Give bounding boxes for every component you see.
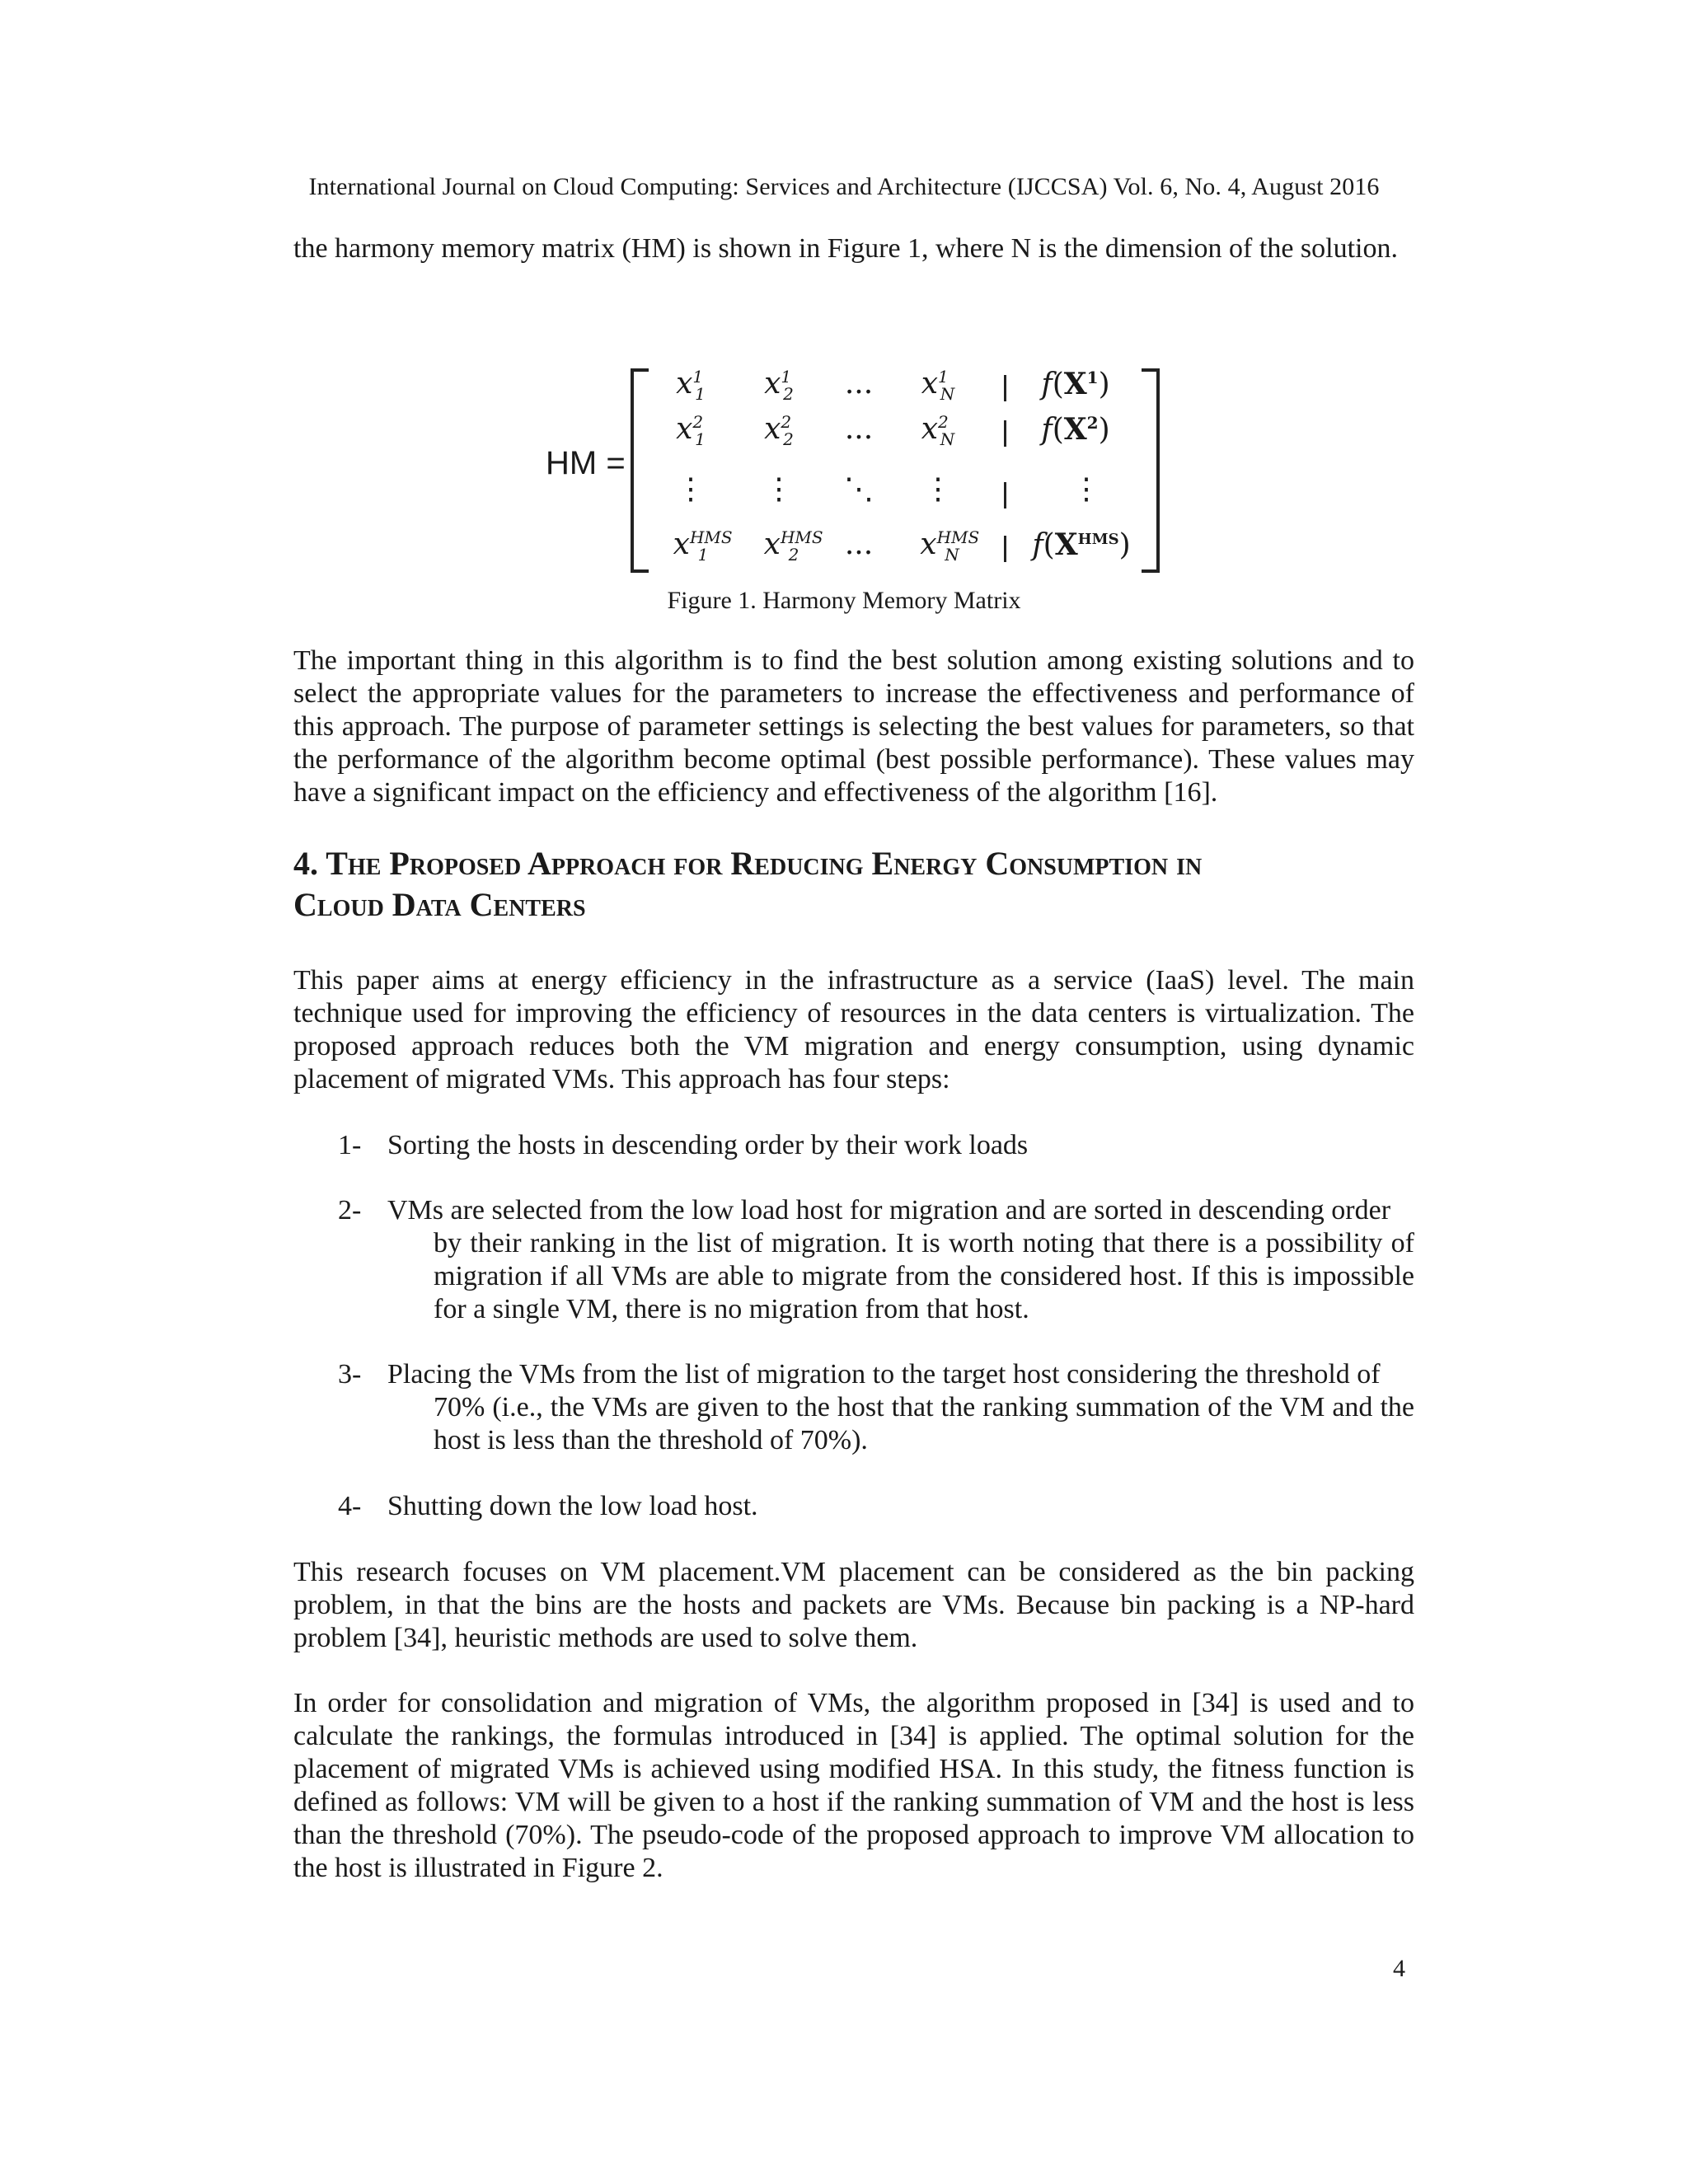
order-paragraph-block xyxy=(293,1687,1414,1885)
aims-paragraph: This paper aims at energy efficiency in the infrastructure as a service (IaaS) level. The main technique used for improving the efficiency of resources in the data centers is virtualization. The proposed approach reduces both the VM migration and energy consumption, using dynamic placement of migrated VMs. This approach has four steps: xyxy=(293,965,1414,1094)
matrix-cell-r1-c2: $x^1_2$ xyxy=(764,367,794,405)
figure-1-caption: Figure 1. Harmony Memory Matrix xyxy=(667,587,1021,614)
running-head: International Journal on Cloud Computing: Services and Architecture (IJCCSA) Vol. 6, No. 4, August 2016 xyxy=(308,173,1380,200)
intro-paragraph: the harmony memory matrix (HM) is shown in Figure 1, where N is the dimension of the solution. xyxy=(293,233,1398,264)
matrix-fitness-r4: $f(X^{HMS})$ xyxy=(1032,527,1131,562)
matrix-cell-r4-cN: $x^{HMS}_N$ xyxy=(920,527,980,565)
matrix-ddots: ⋱ xyxy=(844,472,874,506)
matrix-cell-r1-c1: $x^1_1$ xyxy=(676,367,706,405)
intro-paragraph-block xyxy=(293,232,1414,265)
list-item-number: 3- xyxy=(338,1359,362,1390)
matrix-separator-r3 xyxy=(1004,482,1006,509)
focus-paragraph: This research focuses on VM placement.VM placement can be considered as the bin packing problem, in that the bins are the hosts and packets are VMs. Because bin packing is a NP-hard problem [34], heuristic methods are used to solve them. xyxy=(293,1557,1414,1653)
matrix-vdots-c2: ⋮ xyxy=(764,472,794,506)
list-item-number: 4- xyxy=(338,1491,362,1521)
matrix-ellipsis-r1: ... xyxy=(844,367,874,401)
list-item-number: 2- xyxy=(338,1195,362,1226)
matrix-cell-r2-cN: $x^2_N$ xyxy=(921,412,955,450)
section-heading-line-2: Cloud Data Centers xyxy=(293,886,586,923)
section-heading-line-1: 4. The Proposed Approach for Reducing Energy Consumption in xyxy=(293,845,1203,882)
matrix-ellipsis-r4: ... xyxy=(844,527,874,561)
matrix-vdots-c1: ⋮ xyxy=(676,472,706,506)
matrix-cell-r4-c1: $x^{HMS}_1$ xyxy=(673,527,733,565)
list-item-text: Sorting the hosts in descending order by their work loads xyxy=(387,1130,1029,1160)
matrix-cell-r2-c1: $x^2_1$ xyxy=(676,412,706,450)
figure-1-harmony-memory-matrix xyxy=(536,350,1179,581)
matrix-separator-r1 xyxy=(1004,375,1006,401)
matrix-ellipsis-r2: ... xyxy=(844,412,874,446)
list-item-continuation: 70% (i.e., the VMs are given to the host that the ranking summation of the VM and the host is less than the threshold of 70%). xyxy=(434,1392,1414,1455)
list-item-first-line: Placing the VMs from the list of migration to the target host considering the threshold of xyxy=(387,1359,1381,1390)
matrix-cell-r1-cN: $x^1_N$ xyxy=(921,367,955,405)
list-item-continuation: by their ranking in the list of migration. It is worth noting that there is a possibility of migration if all VMs are able to migrate from the considered host. If this is impossible for a single VM, there is no migration from that host. xyxy=(434,1228,1414,1324)
section-heading xyxy=(293,843,1414,926)
matrix-fitness-r2: $f(X^2)$ xyxy=(1041,412,1110,447)
list-item xyxy=(338,1358,1414,1457)
important-paragraph-block xyxy=(293,644,1414,809)
list-item xyxy=(338,1129,1414,1162)
focus-paragraph-block xyxy=(293,1556,1414,1655)
matrix-vdots-cN: ⋮ xyxy=(923,472,953,506)
matrix-fitness-r1: $f(X^1)$ xyxy=(1041,367,1110,401)
matrix-left-bracket xyxy=(631,368,649,573)
list-item xyxy=(338,1194,1414,1326)
page-number: 4 xyxy=(1393,1955,1405,1982)
matrix-separator-r2 xyxy=(1004,420,1006,447)
list-item-first-line: VMs are selected from the low load host for migration and are sorted in descending order xyxy=(387,1195,1391,1226)
aims-paragraph-block xyxy=(293,964,1414,1096)
list-item-number: 1- xyxy=(338,1130,362,1160)
important-paragraph: The important thing in this algorithm is to find the best solution among existing solutions and to select the appropriate values for the parameters to increase the effectiveness and performance of this approach. The purpose of parameter settings is selecting the best values for parameters, so that the performance of the algorithm become optimal (best possible performance). These values may have a significant impact on the efficiency and effectiveness of the algorithm [16]. xyxy=(293,645,1414,808)
section-heading-block xyxy=(293,843,1414,926)
matrix-cell-r4-c2: $x^{HMS}_2$ xyxy=(763,527,823,565)
list-item-text: Shutting down the low load host. xyxy=(387,1491,758,1521)
matrix-vdots-fitness: ⋮ xyxy=(1071,472,1101,506)
matrix-right-bracket xyxy=(1142,368,1160,573)
list-item xyxy=(338,1490,1414,1523)
hm-label: HM = xyxy=(546,445,626,481)
matrix-separator-r4 xyxy=(1004,536,1006,562)
matrix-cell-r2-c2: $x^2_2$ xyxy=(764,412,794,450)
order-paragraph: In order for consolidation and migration of VMs, the algorithm proposed in [34] is used and to calculate the rankings, the formulas introduced in [34] is applied. The optimal solution for the placement of migrated VMs is achieved using modified HSA. In this study, the fitness function is defined as follows: VM will be given to a host if the ranking summation of VM and the host is less than the threshold (70%). The pseudo-code of the proposed approach to improve VM allocation to the host is illustrated in Figure 2. xyxy=(293,1688,1414,1883)
